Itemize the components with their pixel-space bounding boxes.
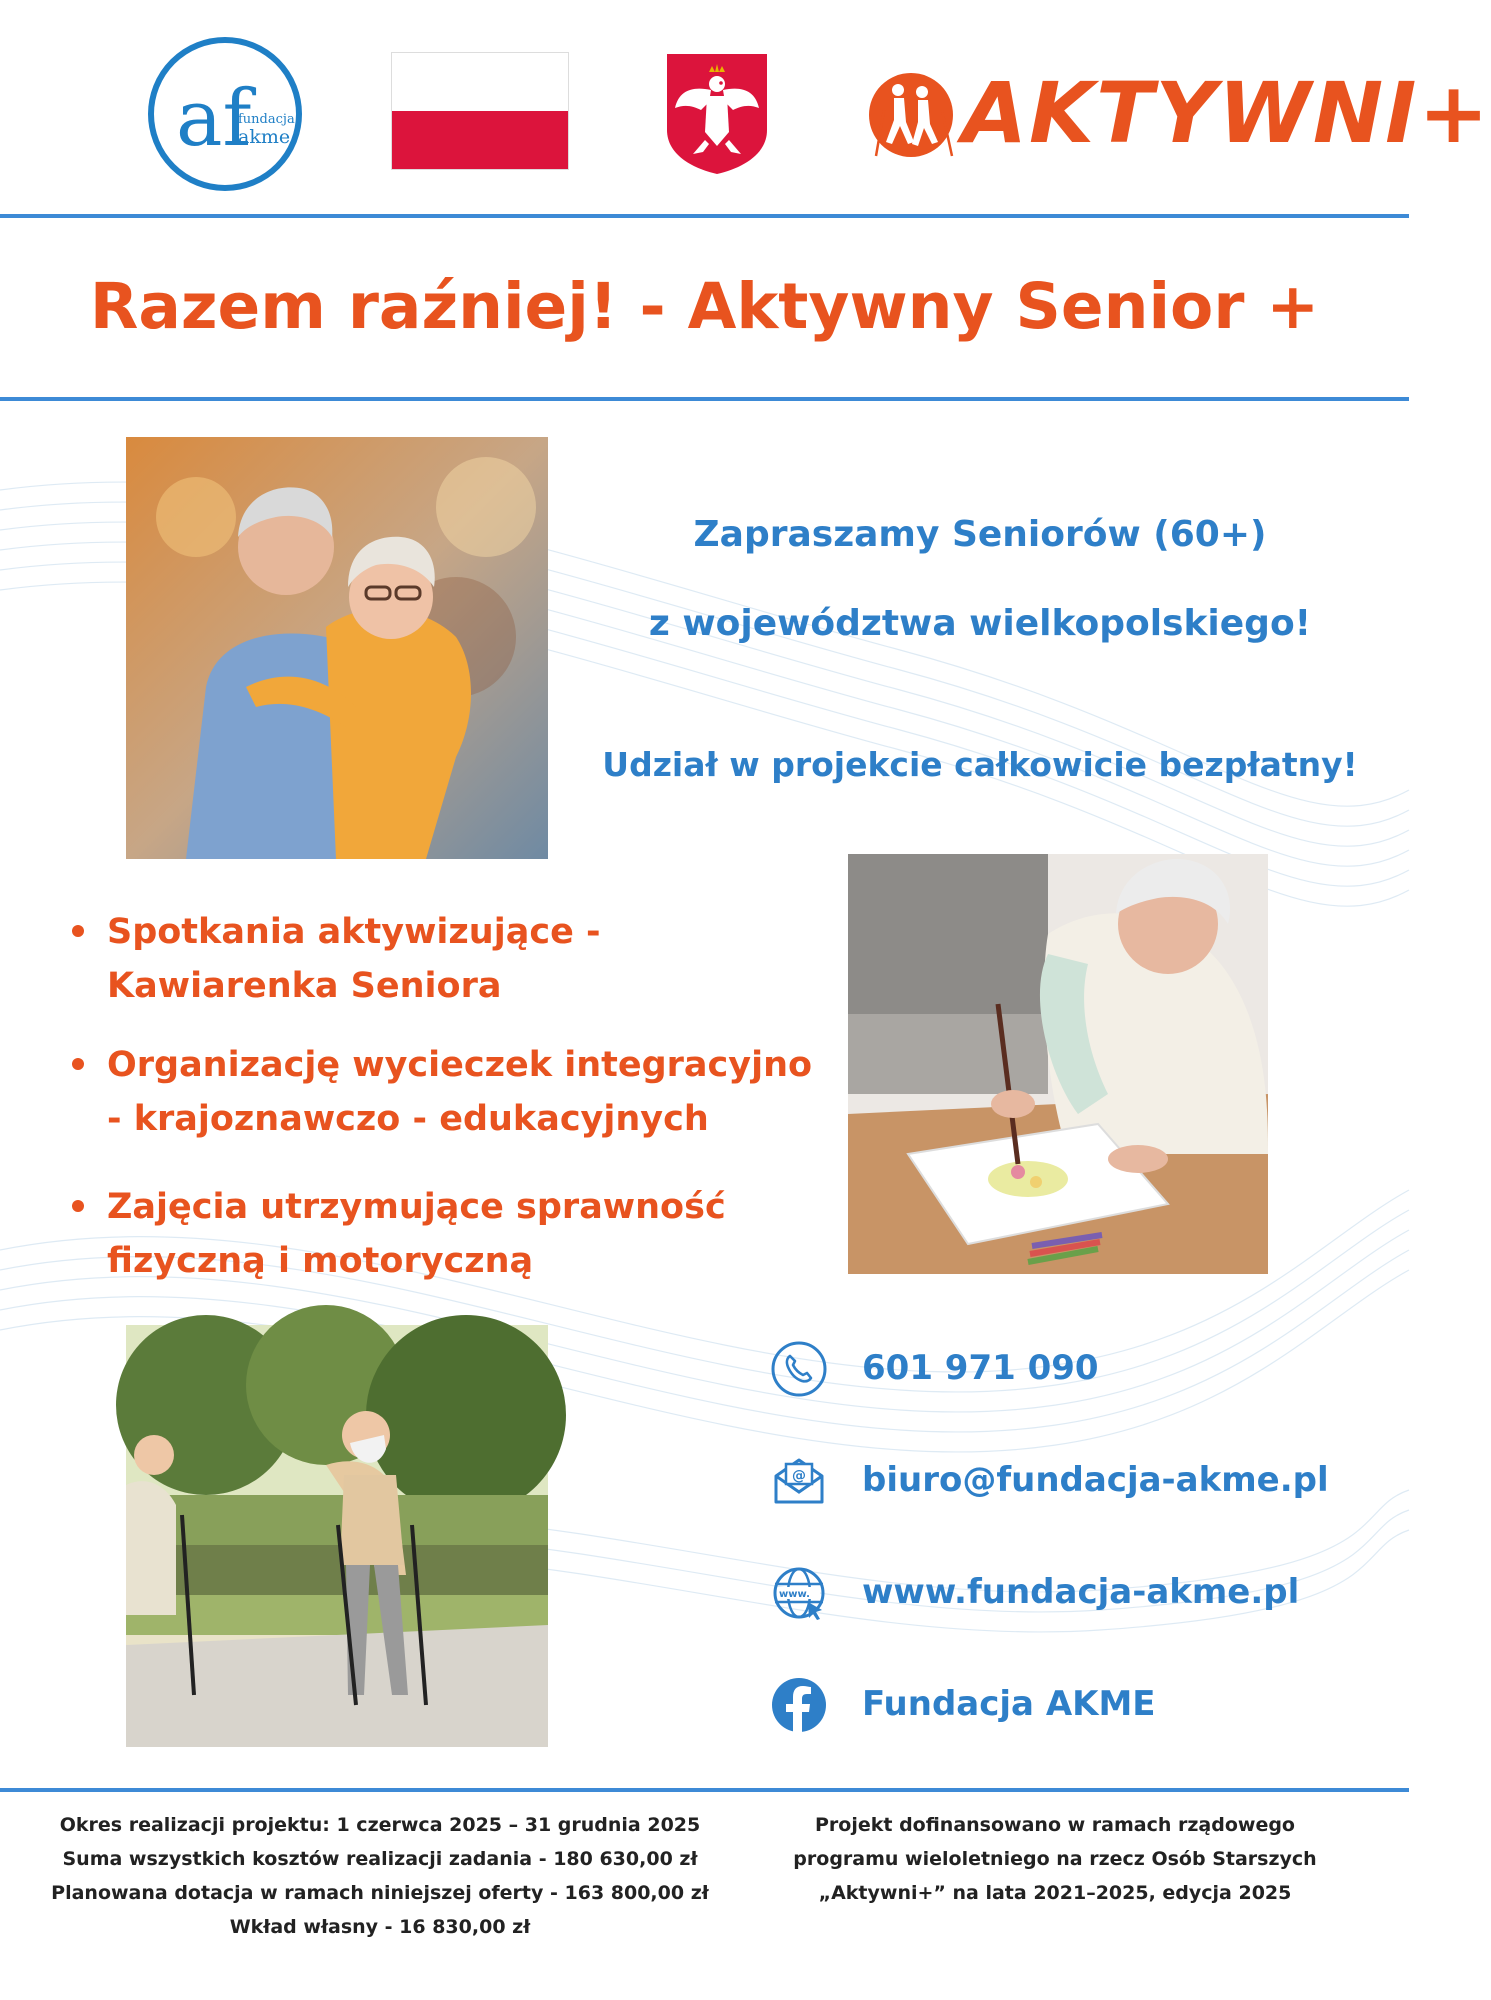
senior-couple-hugging-photo [126, 437, 548, 859]
akme-logo-small-2: akme [238, 126, 291, 148]
divider-title [0, 397, 1409, 401]
polish-flag-icon [391, 52, 569, 170]
offer-item [72, 905, 601, 1013]
akme-logo-mark: af [176, 74, 252, 164]
envelope-icon [770, 1452, 828, 1510]
globe-icon [770, 1564, 828, 1622]
divider-footer [0, 1788, 1409, 1792]
white-eagle-emblem-icon [663, 50, 771, 176]
bullet-dot-icon [72, 1200, 84, 1212]
bullet-dot-icon [72, 1058, 84, 1070]
website-url: www.fundacja-akme.pl [862, 1572, 1300, 1612]
offer-item-line-2: fizyczną i motoryczną [107, 1241, 534, 1281]
footer-project-details [40, 1808, 720, 1944]
invite-line-2: z województwa wielkopolskiego! [648, 603, 1312, 644]
akme-logo [146, 35, 304, 193]
bullet-dot-icon [72, 925, 84, 937]
offer-item-line-2: - krajoznawczo - edukacyjnych [107, 1099, 709, 1139]
offer-item [72, 1038, 812, 1146]
offer-item-line-2: Kawiarenka Seniora [107, 966, 502, 1006]
phone-number: 601 971 090 [862, 1348, 1099, 1388]
invite-line-1: Zapraszamy Seniorów (60+) [693, 514, 1267, 555]
footer-grant: Planowana dotacja w ramach niniejszej oferty - 163 800,00 zł [51, 1882, 709, 1904]
divider-top [0, 214, 1409, 218]
aktywni-logo-text: AKTYWNI+ [962, 64, 1491, 162]
nordic-walkers-icon [866, 70, 966, 160]
footer-funding-note [740, 1808, 1370, 1910]
email-address: biuro@fundacja-akme.pl [862, 1460, 1329, 1500]
footer-period: Okres realizacji projektu: 1 czerwca 2025 – 31 grudnia 2025 [59, 1814, 701, 1836]
offer-item [72, 1180, 726, 1288]
page-title: Razem raźniej! - Aktywny Senior + [89, 270, 1320, 343]
svg-text:www.: www. [779, 1589, 810, 1600]
offer-item-line-1: Spotkania aktywizujące - [107, 912, 601, 952]
offer-item-line-1: Organizację wycieczek integracyjno [107, 1045, 813, 1085]
footer-funding-line-2: programu wieloletniego na rzecz Osób Starszych [793, 1848, 1317, 1870]
akme-logo-small-1: fundacja [238, 112, 295, 127]
phone-icon [770, 1340, 828, 1398]
svg-text:@: @ [792, 1468, 806, 1484]
footer-own-contribution: Wkład własny - 16 830,00 zł [229, 1916, 531, 1938]
seniors-nordic-walking-photo [126, 1325, 548, 1747]
senior-woman-painting-photo [848, 854, 1268, 1274]
facebook-page-name: Fundacja AKME [862, 1684, 1156, 1724]
footer-total-cost: Suma wszystkich kosztów realizacji zadania - 180 630,00 zł [62, 1848, 698, 1870]
invite-line-3: Udział w projekcie całkowicie bezpłatny! [602, 745, 1358, 784]
footer-funding-line-1: Projekt dofinansowano w ramach rządowego [814, 1814, 1295, 1836]
offer-item-line-1: Zajęcia utrzymujące sprawność [107, 1187, 726, 1227]
facebook-icon [770, 1676, 828, 1734]
footer-funding-line-3: „Aktywni+” na lata 2021–2025, edycja 2025 [818, 1882, 1292, 1904]
